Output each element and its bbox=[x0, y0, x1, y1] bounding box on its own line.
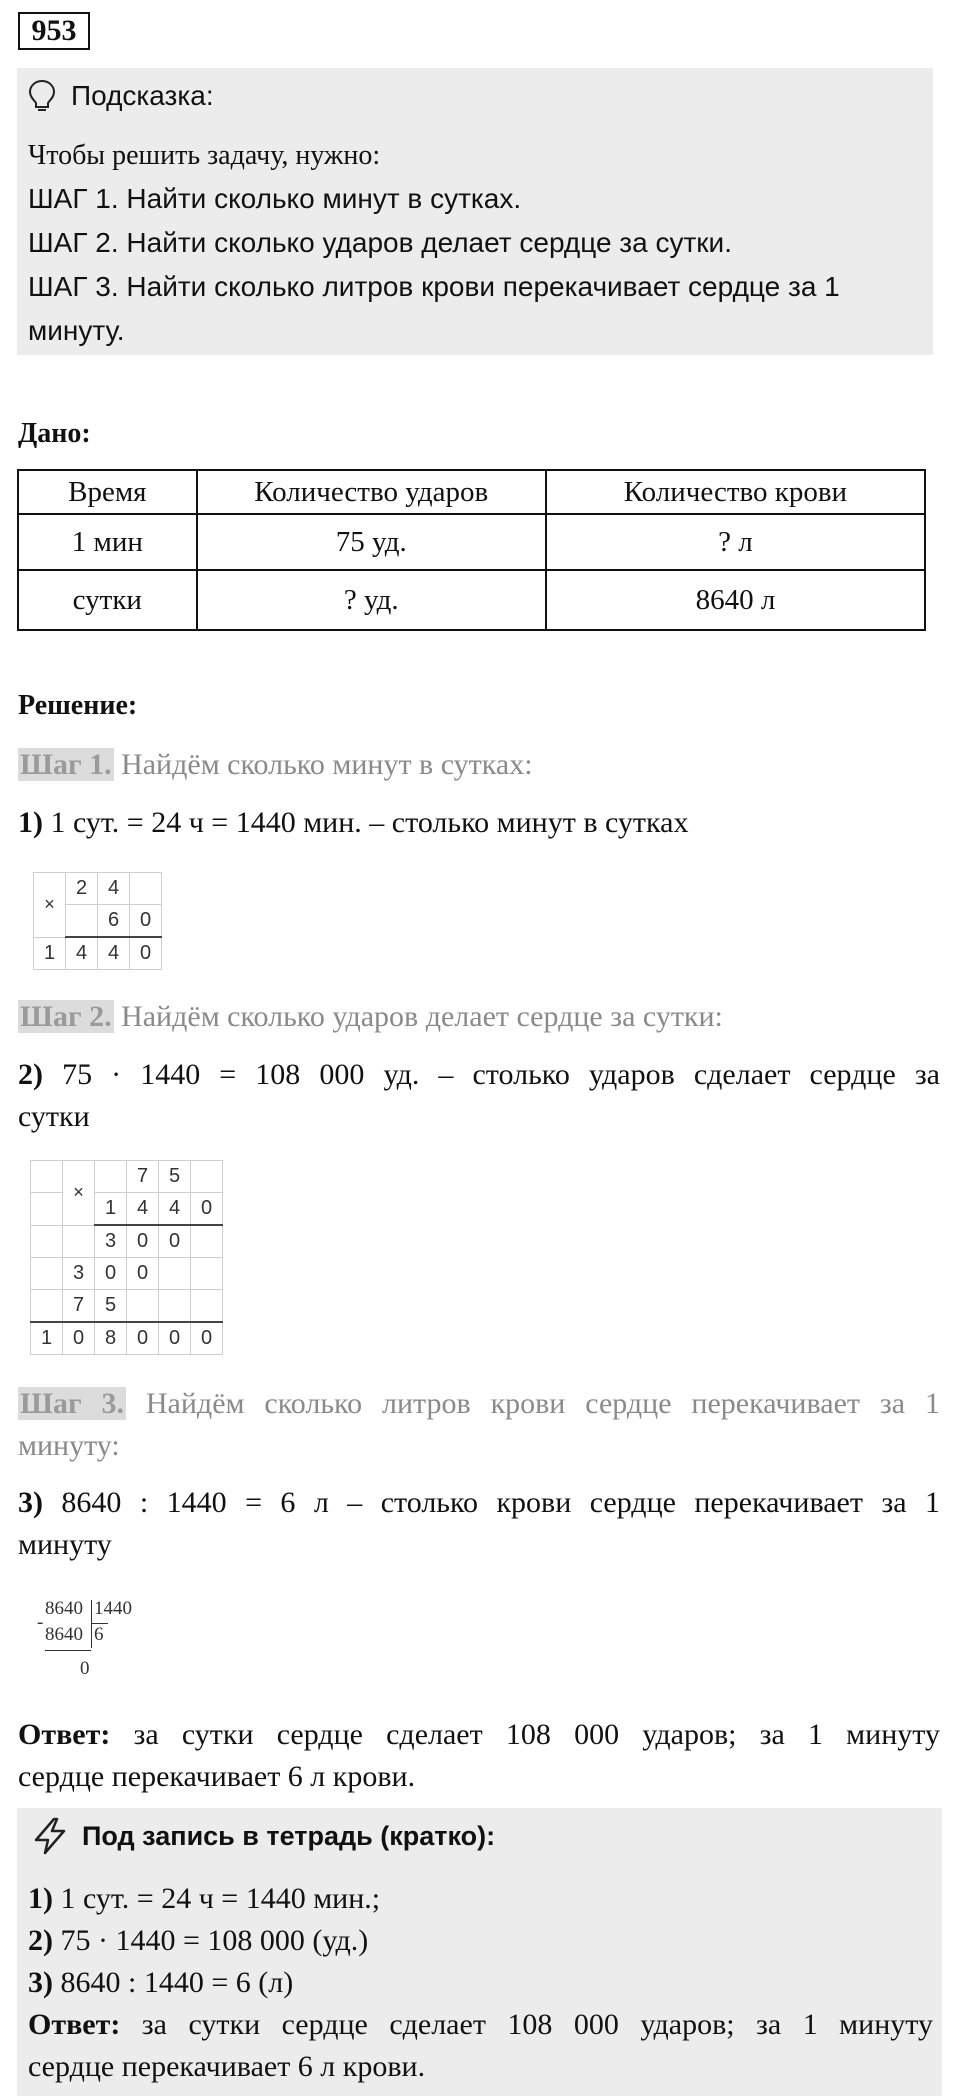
quotient: 6 bbox=[94, 1624, 104, 1645]
step-2-line-cont: сутки bbox=[18, 1100, 90, 1133]
step-expression: 1 сут. = 24 ч = 1440 мин. – столько минут в сутках bbox=[43, 806, 689, 839]
multiplication-grid-2 bbox=[30, 1160, 223, 1355]
hint-step-text: Найти сколько ударов делает сердце за сутки. bbox=[118, 227, 732, 258]
grid-cell: 4 bbox=[66, 937, 98, 970]
table-row bbox=[18, 570, 925, 630]
table-header-cell: Количество крови bbox=[546, 470, 925, 514]
hint-step-label: ШАГ 2. bbox=[28, 227, 119, 258]
grid-cell: 0 bbox=[127, 1225, 159, 1258]
grid-cell: 8 bbox=[95, 1322, 127, 1355]
notebook-answer-cont: сердце перекачивает 6 л крови. bbox=[28, 2050, 426, 2083]
answer-text: за сутки сердце сделает 108 000 ударов; за 1 минуту bbox=[110, 1718, 940, 1751]
grid-cell bbox=[31, 1225, 63, 1258]
step-title-text: Найдём сколько минут в сутках: bbox=[113, 748, 533, 781]
step-2-line bbox=[18, 1058, 940, 1092]
grid-cell: 1 bbox=[31, 1322, 63, 1355]
step-3-line bbox=[18, 1486, 940, 1520]
grid-cell: 2 bbox=[66, 873, 98, 905]
hint-header bbox=[27, 74, 214, 118]
grid-cell bbox=[31, 1193, 63, 1226]
grid-cell bbox=[159, 1290, 191, 1323]
grid-cell: 3 bbox=[63, 1258, 95, 1290]
answer-line bbox=[18, 1718, 940, 1752]
hint-step-text: Найти сколько минут в сутках. bbox=[118, 183, 522, 214]
grid-cell bbox=[31, 1258, 63, 1290]
grid-cell: 4 bbox=[98, 937, 130, 970]
table-header-row bbox=[18, 470, 925, 514]
table-cell: сутки bbox=[18, 570, 197, 630]
grid-cell: × bbox=[63, 1161, 95, 1226]
step-expression: 75 · 1440 = 108 000 уд. – столько ударов сделает сердце за bbox=[43, 1058, 940, 1091]
grid-cell: 6 bbox=[98, 905, 130, 938]
step-number: 3) bbox=[18, 1486, 43, 1519]
grid-cell bbox=[191, 1290, 223, 1323]
notebook-line-number: 1) bbox=[28, 1882, 53, 1915]
hint-step-2 bbox=[28, 227, 732, 259]
grid-cell: 0 bbox=[191, 1193, 223, 1226]
step-3-line-cont: минуту bbox=[18, 1528, 112, 1561]
notebook-title: Под запись в тетрадь (кратко): bbox=[82, 1820, 496, 1851]
table-cell: 8640 л bbox=[546, 570, 925, 630]
step-number: 2) bbox=[18, 1058, 43, 1091]
table-cell: 75 уд. bbox=[197, 514, 546, 570]
step-number: 1) bbox=[18, 806, 43, 839]
hint-step-label: ШАГ 3. bbox=[28, 271, 119, 302]
step-3-title-cont: минуту: bbox=[18, 1429, 120, 1462]
table-cell: ? л bbox=[546, 514, 925, 570]
hint-step-3-cont: минуту. bbox=[28, 315, 125, 346]
step-title-text: Найдём сколько ударов делает сердце за сутки: bbox=[113, 1000, 723, 1033]
grid-cell: × bbox=[34, 873, 66, 938]
hint-step-3 bbox=[28, 271, 840, 303]
grid-cell bbox=[159, 1258, 191, 1290]
step-tag: Шаг 3. bbox=[20, 1387, 124, 1420]
grid-cell: 5 bbox=[159, 1161, 191, 1193]
step-tag: Шаг 2. bbox=[20, 1000, 112, 1033]
notebook-line bbox=[28, 1882, 380, 1916]
grid-cell bbox=[130, 873, 162, 905]
solution-label: Решение: bbox=[18, 690, 138, 721]
notebook-line-text: 8640 : 1440 = 6 (л) bbox=[53, 1966, 294, 1999]
notebook-line-text: 75 · 1440 = 108 000 (уд.) bbox=[53, 1924, 369, 1957]
grid-cell bbox=[127, 1290, 159, 1323]
grid-cell: 7 bbox=[127, 1161, 159, 1193]
division-vertical-line bbox=[91, 1600, 92, 1648]
step-expression: 8640 : 1440 = 6 л – столько крови сердце перекачивает за 1 bbox=[43, 1486, 940, 1519]
table-header-cell: Количество ударов bbox=[197, 470, 546, 514]
step-1-title bbox=[18, 748, 533, 782]
grid-cell bbox=[66, 905, 98, 938]
step-tag: Шаг 1. bbox=[20, 748, 112, 781]
lightbulb-icon bbox=[27, 79, 57, 113]
grid-cell: 4 bbox=[98, 873, 130, 905]
hint-step-1 bbox=[28, 183, 521, 215]
grid-cell: 1 bbox=[95, 1193, 127, 1226]
step-2-title bbox=[18, 1000, 723, 1034]
grid-cell: 0 bbox=[191, 1322, 223, 1355]
table-cell: 1 мин bbox=[18, 514, 197, 570]
grid-cell: 5 bbox=[95, 1290, 127, 1323]
notebook-line-number: 3) bbox=[28, 1966, 53, 1999]
notebook-answer-text: за сутки сердце сделает 108 000 ударов; за 1 минуту bbox=[120, 2008, 933, 2041]
grid-cell bbox=[191, 1161, 223, 1193]
hint-title: Подсказка: bbox=[71, 80, 214, 111]
grid-cell: 0 bbox=[159, 1225, 191, 1258]
grid-cell: 0 bbox=[63, 1322, 95, 1355]
given-table bbox=[17, 469, 926, 631]
grid-cell: 0 bbox=[159, 1322, 191, 1355]
grid-cell: 0 bbox=[130, 937, 162, 970]
notebook-answer-label: Ответ: bbox=[28, 2008, 121, 2041]
grid-cell: 0 bbox=[127, 1258, 159, 1290]
grid-cell bbox=[95, 1161, 127, 1193]
table-row bbox=[18, 514, 925, 570]
table-cell: ? уд. bbox=[197, 570, 546, 630]
grid-cell: 1 bbox=[34, 937, 66, 970]
notebook-line-number: 2) bbox=[28, 1924, 53, 1957]
grid-cell: 4 bbox=[127, 1193, 159, 1226]
notebook-line bbox=[28, 1966, 293, 2000]
grid-cell: 0 bbox=[127, 1322, 159, 1355]
grid-cell: 4 bbox=[159, 1193, 191, 1226]
long-division bbox=[37, 1598, 160, 1688]
notebook-header bbox=[30, 1814, 495, 1858]
grid-cell: 0 bbox=[130, 905, 162, 938]
notebook-answer bbox=[28, 2008, 933, 2042]
grid-cell bbox=[31, 1161, 63, 1193]
remainder: 0 bbox=[80, 1658, 90, 1679]
grid-cell: 0 bbox=[95, 1258, 127, 1290]
hint-step-label: ШАГ 1. bbox=[28, 183, 119, 214]
multiplication-grid-1 bbox=[33, 872, 162, 970]
grid-cell: 3 bbox=[95, 1225, 127, 1258]
lightning-icon bbox=[30, 1816, 70, 1856]
answer-line-cont: сердце перекачивает 6 л крови. bbox=[18, 1760, 416, 1793]
hint-intro: Чтобы решить задачу, нужно: bbox=[28, 140, 381, 171]
divisor: 1440 bbox=[94, 1598, 132, 1619]
division-divisor-line bbox=[92, 1623, 108, 1624]
step-1-line bbox=[18, 806, 688, 840]
given-label: Дано: bbox=[18, 418, 91, 449]
grid-cell: 7 bbox=[63, 1290, 95, 1323]
grid-cell bbox=[31, 1290, 63, 1323]
step-title-text: Найдём сколько литров крови сердце перекачивает за 1 bbox=[125, 1387, 940, 1420]
notebook-line-text: 1 сут. = 24 ч = 1440 мин.; bbox=[53, 1882, 381, 1915]
answer-label: Ответ: bbox=[18, 1718, 111, 1751]
hint-step-text: Найти сколько литров крови перекачивает сердце за 1 bbox=[118, 271, 840, 302]
task-number: 953 bbox=[18, 12, 90, 50]
step-3-title bbox=[18, 1387, 940, 1421]
grid-cell bbox=[191, 1225, 223, 1258]
grid-cell bbox=[63, 1225, 95, 1258]
grid-cell bbox=[191, 1258, 223, 1290]
division-result-line bbox=[45, 1650, 91, 1651]
table-header-cell: Время bbox=[18, 470, 197, 514]
notebook-line bbox=[28, 1924, 368, 1958]
dividend: 8640 bbox=[45, 1598, 83, 1619]
minus-sign: - bbox=[37, 1612, 44, 1633]
subtrahend: 8640 bbox=[45, 1624, 83, 1645]
